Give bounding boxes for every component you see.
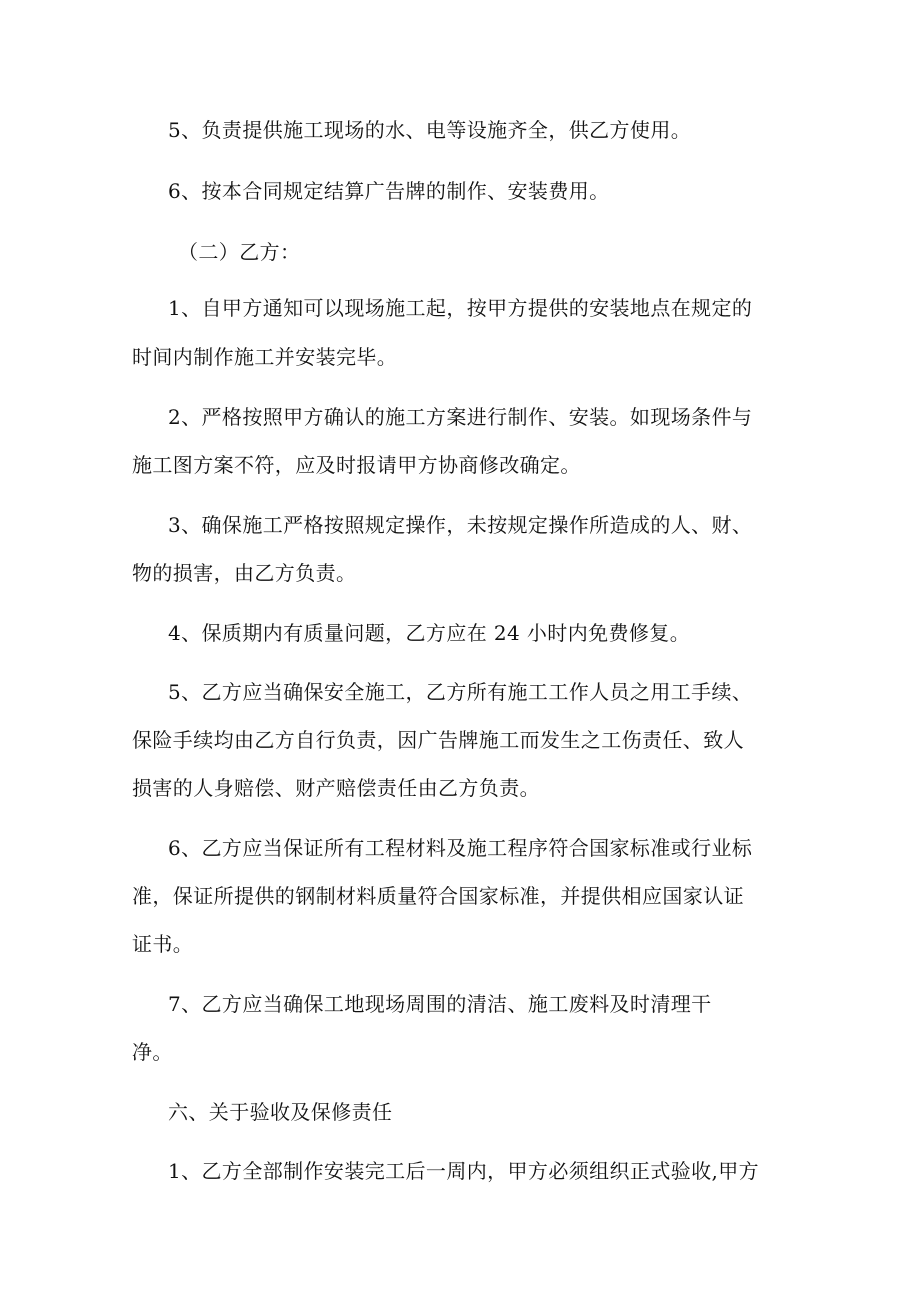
- section-heading: （二）乙方：: [178, 240, 301, 264]
- paragraph-line: 时间内制作施工并安装完毕。: [132, 345, 398, 369]
- paragraph-line: 4、保质期内有质量问题，乙方应在 24 小时内免费修复。: [168, 621, 691, 645]
- paragraph-line: 6、乙方应当保证所有工程材料及施工程序符合国家标准或行业标: [168, 836, 753, 860]
- paragraph-line: 保险手续均由乙方自行负责，因广告牌施工而发生之工伤责任、致人: [132, 728, 744, 752]
- paragraph-line: 准，保证所提供的钢制材料质量符合国家标准，并提供相应国家认证: [132, 884, 744, 908]
- paragraph-line: 物的损害，由乙方负责。: [132, 561, 357, 585]
- paragraph-line: 6、按本合同规定结算广告牌的制作、安装费用。: [168, 179, 610, 203]
- paragraph-line: 5、乙方应当确保安全施工，乙方所有施工工作人员之用工手续、: [168, 680, 753, 704]
- paragraph-line: 5、负责提供施工现场的水、电等设施齐全，供乙方使用。: [168, 118, 692, 142]
- paragraph-line: 3、确保施工严格按照规定操作，未按规定操作所造成的人、财、: [168, 513, 753, 537]
- paragraph-line: 净。: [132, 1040, 173, 1064]
- paragraph-line: 施工图方案不符，应及时报请甲方协商修改确定。: [132, 453, 581, 477]
- paragraph-line: 7、乙方应当确保工地现场周围的清洁、施工废料及时清理干: [168, 992, 712, 1016]
- paragraph-line: 证书。: [132, 932, 194, 956]
- paragraph-line: 1、自甲方通知可以现场施工起，按甲方提供的安装地点在规定的: [168, 296, 753, 320]
- paragraph-line: 1、乙方全部制作安装完工后一周内，甲方必须组织正式验收,甲方: [168, 1159, 760, 1183]
- section-heading: 六、关于验收及保修责任: [168, 1100, 393, 1124]
- paragraph-line: 2、严格按照甲方确认的施工方案进行制作、安装。如现场条件与: [168, 405, 753, 429]
- paragraph-line: 损害的人身赔偿、财产赔偿责任由乙方负责。: [132, 776, 540, 800]
